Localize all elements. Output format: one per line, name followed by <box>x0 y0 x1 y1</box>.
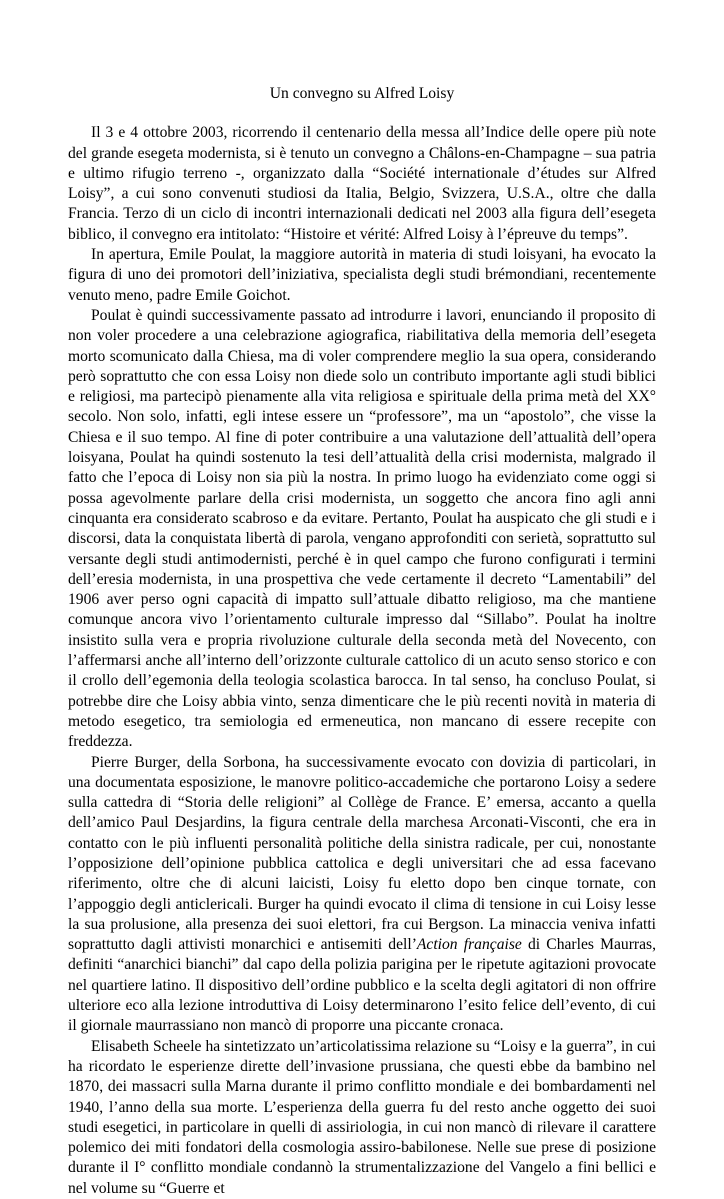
paragraph-text: In apertura, Emile Poulat, la maggiore autorità in materia di studi loisyani, ha evocato la figura di uno dei promotori dell’iniziativa, specialista degli studi brémondiani, recentemente venuto meno, padre Emile Goichot. <box>68 246 656 304</box>
paragraph-burger <box>68 753 656 1037</box>
paragraph-text: Pierre Burger, della Sorbona, ha successivamente evocato con dovizia di particolari, in una documentata esposizione, le manovre politico-accademiche che portarono Loisy a sedere sulla cattedra di “Storia delle religioni” al Collège de France. E’ emersa, accanto a quella dell’amico Paul Desjardins, la figura centrale della marchesa Arconati-Visconti, che era in contatto con le più influenti personalità politiche della sinistra radicale, per cui, nonostante l’opposizione dell’opinione pubblica cattolica e degli universitari che ad essa facevano riferimento, oltre che di alcuni laicisti, Loisy fu eletto dopo ben cinque tornate, con l’appoggio degli anticlericali. Burger ha quindi evocato il clima di tensione in cui Loisy lesse la sua prolusione, alla presenza dei suoi elettori, fra cui Bergson. La minaccia veniva infatti soprattutto dagli attivisti monarchici e antisemiti dell’ <box>68 753 656 954</box>
paragraph-poulat-opening <box>68 245 656 306</box>
page-title: Un convegno su Alfred Loisy <box>269 85 455 102</box>
paragraph-intro <box>68 123 656 245</box>
paragraph-text: Poulat è quindi successivamente passato ad introdurre i lavori, enunciando il proposito di non voler procedere a una celebrazione agiografica, riabilitativa della memoria dell’esegeta morto scomunicato dalla Chiesa, ma di voler comprendere meglio la sua opera, considerando però soprattutto che con essa Loisy non diede solo un contributo importante agli studi biblici e religiosi, ma partecipò pienamente alla vita religiosa e spirituale della prima metà del XX° secolo. Non solo, infatti, egli intese essere un “professore”, ma un “apostolo”, che visse la Chiesa e il suo tempo. Al fine di poter contribuire a una valutazione dell’attualità dell’opera loisyana, Poulat ha quindi sostenuto la tesi dell’attualità della crisi modernista, malgrado il fatto che l’epoca di Loisy non sia più la nostra. In primo luogo ha evidenziato come oggi si possa agevolmente parlare della crisi modernista, un soggetto che ancora fino agli anni cinquanta era considerato scabroso e da evitare. Pertanto, Poulat ha auspicato che gli studi e i discorsi, data la conquistata libertà di parola, vengano approfonditi con serietà, soprattutto sul versante degli studi antimodernisti, perché è in quel campo che furono configurati i termini dell’eresia modernista, in una prospettiva che vede certamente il decreto “Lamentabili” del 1906 aver perso ogni capacità di impatto sull’attuale dibatto religioso, ma che mantiene comunque ancora vivo l’orientamento culturale impresso dal “Sillabo”. Poulat ha inoltre insistito sulla vera e propria rivoluzione culturale della seconda metà del Novecento, con l’affermarsi anche all’interno dell’orizzonte culturale cattolico di un acuto senso storico e con il crollo dell’egemonia della teologia scolastica barocca. In tal senso, ha concluso Poulat, si potrebbe dire che Loisy abbia vinto, senza dimenticare che le più recenti novità in materia di metodo esegetico, tra semiologia ed ermeneutica, non mancano di essere recepite con freddezza. <box>68 306 656 751</box>
paragraph-text: di Charles Maurras, definiti “anarchici bianchi” dal capo della polizia parigina per le ripetute agitazioni provocate nel quartiere latino. Il dispositivo dell’ordine pubblico e la scelta degli agitatori di non offrire ulteriore eco alla lezione introduttiva di Loisy determinarono l’esito felice dell’evento, di cui il giornale maurrassiano non mancò di proporre una piccante cronaca. <box>68 936 656 1035</box>
paragraph-text-italic: Action française <box>416 936 522 954</box>
paragraph-text: Il 3 e 4 ottobre 2003, ricorrendo il centenario della messa all’Indice delle opere più note del grande esegeta modernista, si è tenuto un convegno a Châlons-en-Champagne – sua patria e ultimo rifugio terreno -, organizzato dalla “Société internationale d’études sur Alfred Loisy”, a cui sono convenuti studiosi da Italia, Belgio, Svizzera, U.S.A., oltre che dalla Francia. Terzo di un ciclo di incontri internazionali dedicati nel 2003 alla figura dell’esegeta biblico, il convegno era intitolato: “Histoire et vérité: Alfred Loisy à l’épreuve du temps”. <box>68 124 656 243</box>
paragraph-text: Elisabeth Scheele ha sintetizzato un’articolatissima relazione su “Loisy e la guerra”, in cui ha ricordato le esperienze dirette dell’invasione prussiana, che questi ebbe da bambino nel 1870, dei massacri sulla Marna durante il primo conflitto mondiale e dei bombardamenti nel 1940, l’anno della sua morte. L’esperienza della guerra fu del resto anche oggetto dei suoi studi esegetici, in particolare in quelli di assiriologia, in cui non mancò di rilevare il carattere polemico dei miti fondatori della cosmologia assiro-babilonese. Nelle sue prese di posizione durante il I° conflitto mondiale condannò la strumentalizzazione del Vangelo a fini bellici e nel volume su “Guerre et <box>68 1037 656 1197</box>
paragraph-poulat-introduction <box>68 306 656 753</box>
paragraph-scheele <box>68 1037 656 1199</box>
